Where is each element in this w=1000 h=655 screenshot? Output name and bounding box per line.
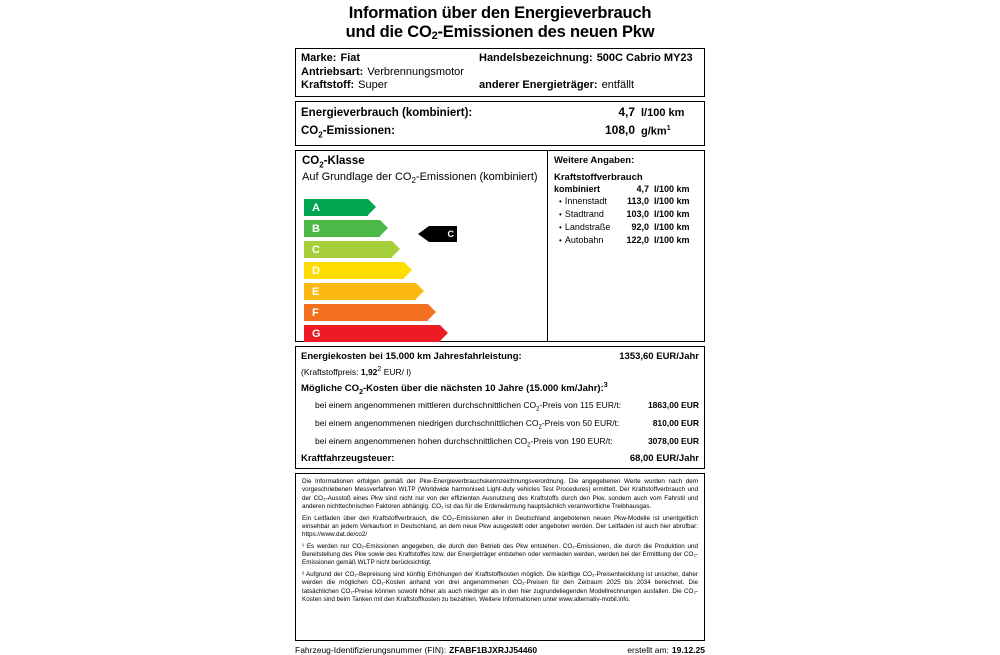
handelsbezeichnung-value: 500C Cabrio MY23 [596, 52, 693, 64]
further-row-stadtrand: • Stadtrand 103,0 l/100 km [554, 208, 698, 221]
legal-paragraph-2: Ein Leitfaden über den Kraftstoffverbrauch, die CO₂-Emissionen aller in Deutschland angebotenen neuen Pkw-Modelle ist unentgeltlich einsehbar an jedem Verkaufsort in Deutschland, an dem neue Pkw ausgestellt oder angeboten werden. Der Leitfaden ist auch hier abrufbar: https://www.dat.de/co2/ [302, 514, 698, 538]
antriebsart-value: Verbrennungsmotor [367, 65, 464, 78]
vehicle-info-box [295, 48, 705, 97]
cost-row-energy [301, 350, 699, 363]
costs-box [295, 346, 705, 469]
kraftstoff-value: Super [358, 79, 388, 91]
created-value: 19.12.25 [671, 645, 705, 655]
class-bar-a-label: A [312, 201, 320, 214]
co2-kosten-low-value: 810,00 EUR [652, 418, 699, 429]
page-title [295, 4, 705, 44]
kraftstoff-label: Kraftstoff: [301, 79, 355, 91]
vehicle-row-kraftstoff [301, 79, 699, 93]
consumption-row-energy [301, 105, 699, 121]
co2-class-marker [418, 225, 457, 242]
class-bar-g [304, 325, 440, 342]
kraftstoffpreis-unit: EUR/ l) [383, 367, 412, 378]
created-label: erstellt am: [627, 645, 669, 655]
legal-notes [295, 473, 705, 641]
cost-row-co2-high: bei einem angenommenen hohen durchschnittlichen $CO_2$-Preis von 190 EUR/t: 3078,00 EUR [315, 435, 699, 449]
further-row-autobahn: • Autobahn 122,0 l/100 km [554, 234, 698, 247]
kraftstoffpreis-label: (Kraftstoffpreis: [301, 367, 359, 378]
vehicle-row-antrieb [301, 66, 699, 80]
class-bar-a [304, 199, 440, 216]
document-footer [295, 645, 705, 655]
co2-class-bars [304, 199, 440, 346]
marker-label: C [429, 226, 457, 242]
class-bar-e [304, 283, 440, 300]
kfz-steuer-value: 68,00 EUR/Jahr [629, 453, 699, 465]
co2-emissionen-unit: $g/km^1$ [641, 124, 671, 138]
further-details [548, 151, 704, 341]
further-heading: Weitere Angaben: [554, 155, 635, 167]
energiekosten-value: 1353,60 EUR/Jahr [619, 351, 699, 363]
legal-paragraph-4: ² Aufgrund der CO₂-Bepreisung sind künftig Erhöhungen der Kraftstoffkosten möglich. Die künftige CO₂-Preisentwicklung ist unsicher, daher werden die möglichen CO₂-Kosten anhand von drei angenommenen CO₂-Preisen für den Zeitraum 2025 bis 2034 berechnet. Die tatsächlichen CO₂-Preise können sowohl höher als auch niedriger als in den hier zugrundeliegenden Modellrechnungen ausfallen. Die CO₂-Kosten sind beim Tanken mit den Kraftstoffkosten zu bezahlen. Weitere Informationen unter www.alternativ-mobil.info. [302, 571, 698, 603]
class-bar-d-label: D [312, 264, 320, 277]
co2-class-scale [296, 151, 548, 341]
cost-row-co2-heading [301, 379, 699, 399]
fin-value: ZFABF1BJXRJJ54460 [449, 645, 538, 655]
legal-paragraph-3: ¹ Es werden nur CO₂-Emissionen angegeben, die durch den Betrieb des Pkw entstehen. CO₂-Emissionen, die durch die Produktion und Bereitstellung des Pkw sowie des Kraftstoffes bzw. der Energieträger entstehen oder vermieden werden, werden bei der Ermittlung der CO₂-Emissionen gemäß WLTP nicht berücksichtigt. [302, 543, 698, 567]
kfz-steuer-label: Kraftfahrzeugsteuer: [301, 453, 395, 465]
class-bar-g-label: G [312, 327, 321, 340]
energieverbrauch-label: Energieverbrauch (kombiniert): [301, 106, 473, 119]
cost-row-fuelprice: (Kraftstoffpreis: 1,92$^2$ EUR/ l) [301, 366, 412, 378]
legal-paragraph-1: Die Informationen erfolgen gemäß der Pkw-Energieverbrauchskennzeichnungsverordnung. Die angegebenen Werte wurden nach dem vorgeschriebenen Messverfahren WLTP (Worldwide harmonised Light-duty vehicles Test Procedures) ermittelt. Der Kraftstoffverbrauch und der CO₂-Ausstoß eines Pkw sind nicht nur von der effizienten Ausnutzung des Kraftstoffs durch den Pkw, sondern auch vom Fahrstil und anderen nichttechnischen Faktoren abhängig. CO₂ ist das für die Erderwärmung hauptsächlich verantwortliche Treibhausgas. [302, 478, 698, 510]
further-row-kombiniert: kombiniert 4,7 l/100 km [554, 184, 690, 195]
co2-kosten-mid-value: 1863,00 EUR [647, 400, 699, 411]
further-row-landstrasse: • Landstraße 92,0 l/100 km [554, 221, 698, 234]
co2-class-box [295, 150, 705, 342]
antriebsart-label: Antriebsart: [301, 65, 364, 78]
class-bar-b-label: B [312, 222, 320, 235]
label-content [295, 0, 705, 655]
class-bar-c-label: C [312, 243, 320, 256]
marke-label: Marke: [301, 52, 337, 64]
anderer-energietraeger-value: entfällt [601, 79, 635, 91]
class-bar-f-label: F [312, 306, 319, 319]
class-bar-d [304, 262, 440, 279]
further-section-title: Kraftstoffverbrauch [554, 172, 643, 184]
co2-kosten-heading: Mögliche $CO_2$-Kosten über die nächsten 10 Jahre (15.000 km/Jahr):$^3$ [301, 382, 608, 397]
title-co2-subscript: 2 [431, 30, 438, 42]
handelsbezeichnung-label: Handelsbezeichnung: [479, 52, 593, 64]
consumption-box [295, 101, 705, 147]
vehicle-row-marke [301, 52, 699, 66]
anderer-energietraeger-label: anderer Energieträger: [479, 79, 598, 91]
class-bar-f [304, 304, 440, 321]
kraftstoffpreis-value: 1,92 [360, 367, 378, 378]
co2-emissionen-label: $CO_2$-Emissionen: [301, 125, 395, 140]
title-line-2: und die CO2-Emissionen des neuen Pkw [345, 23, 655, 42]
marke-value: Fiat [340, 52, 361, 64]
class-bar-c [304, 241, 440, 258]
energieverbrauch-unit: l/100 km [641, 106, 685, 119]
energieverbrauch-value: 4,7 [618, 104, 635, 119]
further-row-innenstadt: • Innenstadt 113,0 l/100 km [554, 195, 698, 208]
fin-label: Fahrzeug-Identifizierungsnummer (FIN): [295, 645, 447, 655]
co2-class-subheading: Auf Grundlage der $CO_2$-Emissionen (kombiniert) [302, 170, 538, 185]
title-line-1: Information über den Energieverbrauch [348, 4, 652, 22]
cost-row-tax [301, 452, 699, 465]
energiekosten-label: Energiekosten bei 15.000 km Jahresfahrleistung: [301, 351, 522, 363]
co2-kosten-high-value: 3078,00 EUR [647, 435, 699, 446]
marker-arrow-icon [418, 226, 429, 242]
co2-emissionen-value: 108,0 [604, 123, 635, 138]
cost-row-co2-low: bei einem angenommenen niedrigen durchschnittlichen $CO_2$-Preis von 50 EUR/t: 810,00 EUR [315, 418, 699, 431]
co2-class-heading: $CO_2$-Klasse [302, 155, 365, 170]
consumption-row-co2 [301, 121, 699, 143]
class-bar-e-label: E [312, 285, 320, 298]
cost-row-co2-mid: bei einem angenommenen mittleren durchschnittlichen $CO_2$-Preis von 115 EUR/t: 1863,00 EUR [315, 400, 699, 414]
